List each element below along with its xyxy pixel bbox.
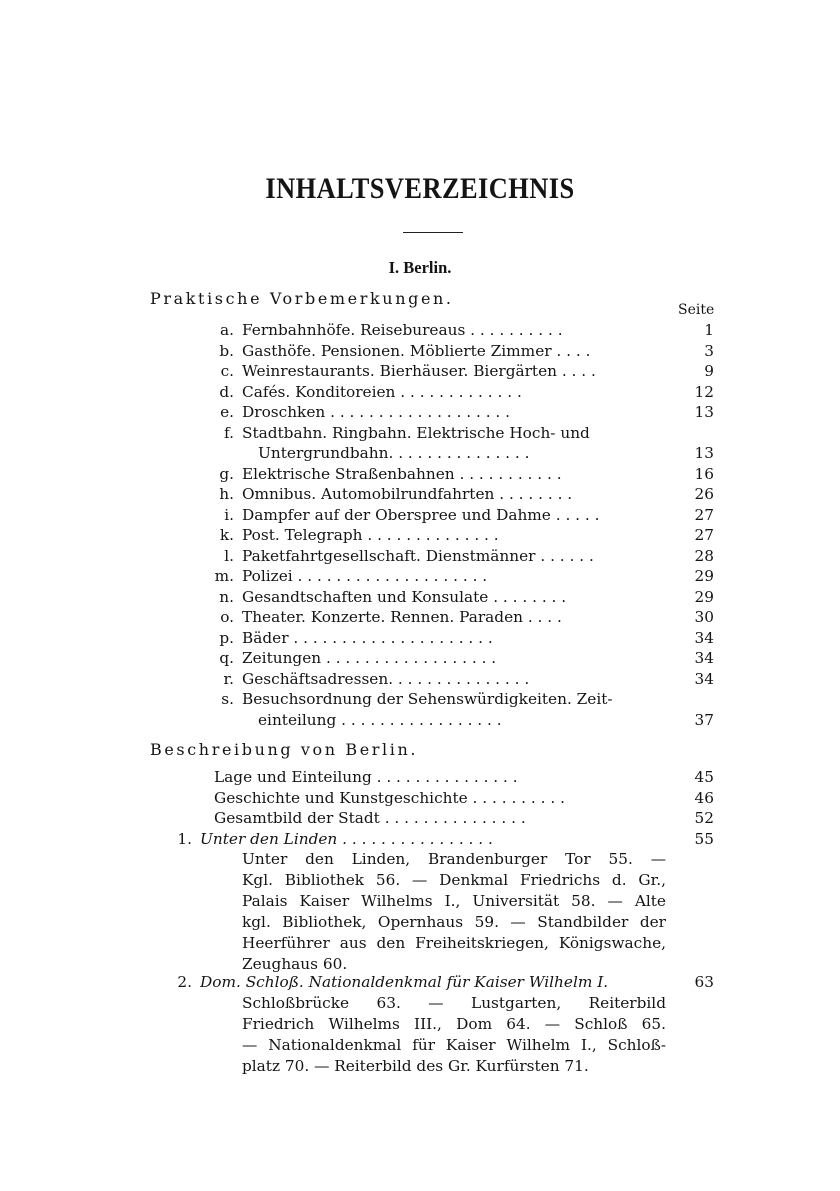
toc-entry-text: Theater. Konzerte. Rennen. Paraden . . . . bbox=[242, 608, 562, 626]
toc-entry bbox=[0, 648, 840, 669]
toc-entry-text: einteilung . . . . . . . . . . . . . . . . . bbox=[258, 710, 502, 729]
toc-entry-text: Gesamtbild der Stadt . . . . . . . . . . . . . . . bbox=[214, 809, 526, 827]
chapter-description-line: Palais Kaiser Wilhelms I., Universität 58. — Alte bbox=[242, 892, 666, 910]
toc-entry-label: k. bbox=[219, 526, 234, 544]
chapter-entry bbox=[0, 972, 840, 993]
toc-entry-label: d. bbox=[219, 382, 234, 401]
chapter-page: 55 bbox=[694, 829, 714, 848]
chapter-description-line: Zeughaus 60. bbox=[242, 955, 348, 973]
toc-entry-page: 28 bbox=[694, 546, 714, 565]
section-heading-description: Beschreibung von Berlin. bbox=[150, 740, 419, 759]
toc-entry-page: 26 bbox=[694, 485, 714, 503]
toc-entry-text: Untergrundbahn. . . . . . . . . . . . . . . bbox=[258, 444, 530, 462]
toc-entry-text: Paketfahrtgesellschaft. Dienstmänner . . . . . . bbox=[242, 546, 594, 565]
toc-entry bbox=[0, 808, 840, 829]
part-heading: I. Berlin. bbox=[388, 258, 452, 277]
toc-entry-text: Lage und Einteilung . . . . . . . . . . . . . . . bbox=[214, 768, 518, 786]
toc-entry-label: l. bbox=[224, 546, 234, 565]
toc-entry-label: o. bbox=[220, 608, 234, 626]
toc-entry-page: 29 bbox=[694, 587, 714, 606]
section-heading-practical: Praktische Vorbemerkungen. bbox=[150, 289, 454, 308]
toc-entry-page: 9 bbox=[704, 362, 714, 380]
toc-entry-text: Geschäftsadressen. . . . . . . . . . . . . . . bbox=[242, 669, 530, 688]
chapter-description-line: kgl. Bibliothek, Opernhaus 59. — Standbilder der bbox=[242, 913, 666, 931]
toc-entry bbox=[0, 689, 840, 710]
toc-entry bbox=[0, 464, 840, 485]
toc-entry bbox=[0, 607, 840, 628]
toc-entry-page: 27 bbox=[694, 505, 714, 524]
toc-entry-page: 16 bbox=[694, 464, 714, 483]
toc-entry bbox=[0, 382, 840, 403]
toc-entry-text: Post. Telegraph . . . . . . . . . . . . . . bbox=[242, 526, 499, 544]
toc-entry bbox=[0, 628, 840, 649]
toc-entry-page: 34 bbox=[694, 649, 714, 667]
chapter-title: Dom. Schloß. Nationaldenkmal für Kaiser Wilhelm I. bbox=[200, 973, 609, 991]
toc-entry-page: 29 bbox=[694, 567, 714, 585]
toc-entry bbox=[0, 788, 840, 809]
toc-entry-text: Polizei . . . . . . . . . . . . . . . . . . . . bbox=[242, 567, 488, 585]
toc-entry bbox=[0, 669, 840, 690]
title-divider bbox=[403, 232, 463, 233]
chapter-description-line: Friedrich Wilhelms III., Dom 64. — Schloß 65. bbox=[242, 1014, 666, 1033]
toc-entry-page: 13 bbox=[694, 444, 714, 462]
toc-entry bbox=[0, 505, 840, 526]
toc-entry-text: Cafés. Konditoreien . . . . . . . . . . . . . bbox=[242, 382, 522, 401]
toc-entry-page: 37 bbox=[694, 710, 714, 729]
toc-entry-page: 30 bbox=[694, 608, 714, 626]
toc-entry-label: a. bbox=[220, 321, 234, 339]
page-column-label: Seite bbox=[678, 302, 715, 318]
toc-entry bbox=[0, 341, 840, 362]
toc-entry-label: b. bbox=[219, 341, 234, 360]
chapter-description-line: Heerführer aus den Freiheitskriegen, Königswache, bbox=[242, 934, 666, 952]
chapter-description-line: Kgl. Bibliothek 56. — Denkmal Friedrichs d. Gr., bbox=[242, 871, 666, 889]
toc-entry-page: 34 bbox=[694, 628, 714, 647]
toc-entry-label: n. bbox=[219, 587, 234, 606]
chapter-description-line: Unter den Linden, Brandenburger Tor 55. — bbox=[242, 850, 666, 868]
chapter-page: 63 bbox=[694, 973, 714, 991]
toc-entry bbox=[0, 423, 840, 444]
toc-entry bbox=[0, 710, 840, 731]
toc-entry bbox=[0, 443, 840, 464]
toc-entry-text: Omnibus. Automobilrundfahrten . . . . . . . . bbox=[242, 485, 573, 503]
toc-entry-page: 52 bbox=[694, 809, 714, 827]
toc-entry-text: Weinrestaurants. Bierhäuser. Biergärten . . . . bbox=[242, 362, 596, 380]
toc-entry bbox=[0, 402, 840, 423]
toc-entry bbox=[0, 587, 840, 608]
toc-entry-text: Stadtbahn. Ringbahn. Elektrische Hoch- und bbox=[242, 423, 590, 442]
toc-entry-page: 1 bbox=[704, 321, 714, 339]
chapter-title: Unter den Linden . . . . . . . . . . . . . . . . bbox=[200, 829, 493, 848]
toc-entry-label: f. bbox=[224, 423, 234, 442]
toc-entry-page: 27 bbox=[694, 526, 714, 544]
toc-entry bbox=[0, 525, 840, 546]
toc-entry-label: c. bbox=[220, 362, 234, 380]
toc-entry-label: m. bbox=[214, 567, 234, 585]
toc-entry-label: e. bbox=[220, 403, 234, 421]
toc-entry-label: g. bbox=[219, 464, 234, 483]
toc-entry-page: 46 bbox=[694, 788, 714, 807]
toc-entry-text: Gasthöfe. Pensionen. Möblierte Zimmer . . . . bbox=[242, 341, 591, 360]
chapter-entry bbox=[0, 829, 840, 850]
toc-entry-text: Zeitungen . . . . . . . . . . . . . . . . . . bbox=[242, 649, 497, 667]
toc-entry-page: 34 bbox=[694, 669, 714, 688]
toc-entry-label: q. bbox=[219, 649, 234, 667]
toc-entry-label: h. bbox=[219, 485, 234, 503]
toc-entry-label: i. bbox=[224, 505, 234, 524]
toc-entry-page: 3 bbox=[704, 341, 714, 360]
toc-entry-text: Droschken . . . . . . . . . . . . . . . . . . . bbox=[242, 403, 511, 421]
chapter-number: 1. bbox=[177, 829, 192, 848]
toc-entry-text: Besuchsordnung der Sehenswürdigkeiten. Zeit- bbox=[242, 690, 613, 708]
toc-entry bbox=[0, 767, 840, 788]
toc-entry-label: p. bbox=[219, 628, 234, 647]
toc-entry-page: 12 bbox=[694, 382, 714, 401]
toc-entry bbox=[0, 566, 840, 587]
toc-entry bbox=[0, 546, 840, 567]
toc-entry-text: Geschichte und Kunstgeschichte . . . . . . . . . . bbox=[214, 788, 565, 807]
toc-entry-text: Fernbahnhöfe. Reisebureaus . . . . . . . . . . bbox=[242, 321, 563, 339]
chapter-description bbox=[242, 993, 666, 1077]
toc-entry-label: r. bbox=[223, 669, 234, 688]
toc-entry-text: Gesandtschaften und Konsulate . . . . . . . . bbox=[242, 587, 567, 606]
toc-entry-page: 13 bbox=[694, 403, 714, 421]
chapter-description bbox=[242, 849, 666, 975]
toc-entry-text: Bäder . . . . . . . . . . . . . . . . . . . . . bbox=[242, 628, 493, 647]
toc-entry-page: 45 bbox=[694, 768, 714, 786]
toc-entry-text: Elektrische Straßenbahnen . . . . . . . . . . . bbox=[242, 464, 562, 483]
toc-entry bbox=[0, 361, 840, 382]
chapter-description-line: — Nationaldenkmal für Kaiser Wilhelm I., Schloß- bbox=[242, 1035, 666, 1054]
page-title: INHALTSVERZEICHNIS bbox=[265, 172, 575, 205]
toc-entry-label: s. bbox=[221, 690, 234, 708]
toc-entry bbox=[0, 484, 840, 505]
chapter-description-line: platz 70. — Reiterbild des Gr. Kurfürsten 71. bbox=[242, 1056, 589, 1075]
toc-entry bbox=[0, 320, 840, 341]
chapter-number: 2. bbox=[177, 973, 192, 991]
chapter-description-line: Schloßbrücke 63. — Lustgarten, Reiterbild bbox=[242, 993, 666, 1012]
toc-entry-text: Dampfer auf der Oberspree und Dahme . . . . . bbox=[242, 505, 600, 524]
